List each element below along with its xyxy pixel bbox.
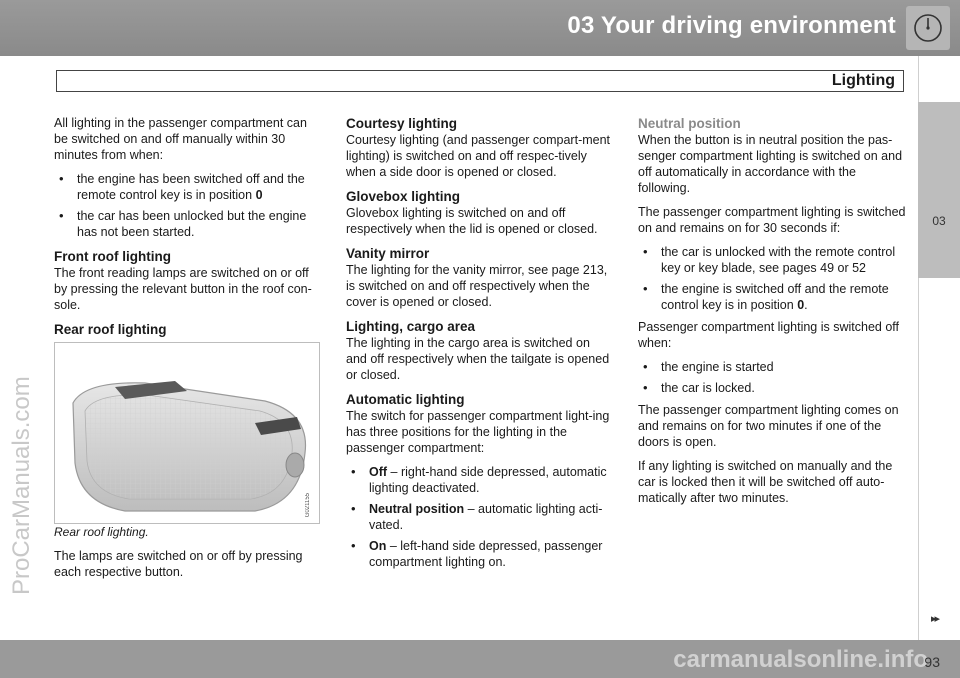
bullet-text: the car has been unlocked but the engine has not been started.: [77, 209, 307, 239]
cargo-text: The lighting in the cargo area is switched on and off respectively when the tailgate is opened or closed.: [346, 336, 610, 382]
thirty-seconds-text: The passenger compartment lighting is switched on and remains on for 30 seconds if:: [638, 205, 906, 235]
neutral-heading: Neutral position: [638, 116, 741, 131]
column-1: [54, 115, 322, 588]
list-item: [346, 538, 614, 570]
bullet-text: the car is unlocked with the remote control key or key blade, see pages 49 or 52: [661, 245, 896, 275]
on-conditions-list: [638, 244, 906, 313]
list-item: [638, 380, 906, 396]
automatic-heading: Automatic lighting: [346, 392, 465, 407]
bullet-bold: Off: [369, 465, 388, 479]
bottom-watermark: carmanualsonline.info: [673, 646, 928, 673]
list-item: [346, 501, 614, 533]
front-roof-text: The front reading lamps are switched on or off by pressing the relevant button in the roof con-sole.: [54, 266, 312, 312]
header-bar: [0, 0, 960, 56]
bullet-after: .: [804, 298, 808, 312]
glovebox-heading: Glovebox lighting: [346, 189, 460, 204]
chapter-tab: [918, 102, 960, 278]
neutral-text: When the button is in neutral position the pas-senger compartment lighting is switched on and off automatically in accordance with the following.: [638, 133, 903, 195]
list-item: [346, 464, 614, 496]
bullet-bold: 0: [797, 298, 805, 312]
speedometer-icon: [906, 6, 950, 50]
next-page-arrows: ▸▸: [930, 613, 938, 625]
vanity-heading: Vanity mirror: [346, 246, 430, 261]
list-item: [54, 208, 322, 240]
list-item: [638, 244, 906, 276]
bullet-text: the engine has been switched off and the remote control key is in position: [77, 172, 305, 202]
page-number: 93: [924, 654, 940, 670]
two-minutes-text: The passenger compartment lighting comes on and remains on for two minutes if one of the doors is open.: [638, 403, 899, 449]
bullet-bold: On: [369, 539, 387, 553]
cargo-heading: Lighting, cargo area: [346, 319, 476, 334]
off-conditions-list: [638, 359, 906, 396]
bullet-text: – right-hand side depressed, automatic lighting deactivated.: [369, 465, 607, 495]
column-2: [346, 115, 614, 576]
bullet-bold: 0: [255, 188, 263, 202]
courtesy-text: Courtesy lighting (and passenger compart-ment lighting) is switched on and off respec-tively when a side door is opened or closed.: [346, 133, 611, 179]
column-3: [638, 115, 906, 514]
figure-caption: Rear roof lighting.: [54, 525, 149, 539]
bullet-text: the engine is started: [661, 360, 774, 374]
automatic-text: The switch for passenger compartment light-ing has three positions for the lighting in the passenger compartment:: [346, 409, 610, 455]
section-bar: [56, 70, 904, 92]
front-roof-heading: Front roof lighting: [54, 249, 171, 264]
bullet-text: – automatic lighting acti-vated.: [369, 502, 603, 532]
bullet-bold: Neutral position: [369, 502, 465, 516]
intro-bullets: [54, 171, 322, 240]
chapter-title: 03 Your driving environment: [567, 12, 896, 39]
rear-roof-heading: Rear roof lighting: [54, 322, 167, 337]
manual-lighting-text: If any lighting is switched on manually and the car is locked then it will be switched off auto-matically after two minutes.: [638, 459, 893, 505]
bullet-text: – left-hand side depressed, passenger compartment lighting on.: [369, 539, 603, 569]
side-watermark: ProCarManuals.com: [8, 376, 35, 595]
switched-off-text: Passenger compartment lighting is switched off when:: [638, 320, 900, 350]
list-item: [54, 171, 322, 203]
vanity-text: The lighting for the vanity mirror, see page 213, is switched on and off respectively when the cover is opened or closed.: [346, 263, 608, 309]
bullet-text: the car is locked.: [661, 381, 755, 395]
rear-roof-lamp-figure: [54, 342, 320, 524]
glovebox-text: Glovebox lighting is switched on and off respectively when the lid is opened or closed.: [346, 206, 598, 236]
bullet-text: the engine is switched off and the remote control key is in position: [661, 282, 889, 312]
list-item: [638, 281, 906, 313]
list-item: [638, 359, 906, 375]
chapter-tab-label: 03: [932, 214, 946, 228]
roof-lamp-illustration: [55, 343, 319, 523]
footer-bar: [0, 640, 960, 678]
figure-code: G021155: [305, 492, 311, 517]
courtesy-heading: Courtesy lighting: [346, 116, 457, 131]
section-title: Lighting: [831, 72, 895, 89]
switch-positions-list: [346, 464, 614, 570]
intro-text: All lighting in the passenger compartment can be switched on and off manually within 30 minutes from when:: [54, 116, 307, 162]
lamp-usage-text: The lamps are switched on or off by pressing each respective button.: [54, 549, 303, 579]
